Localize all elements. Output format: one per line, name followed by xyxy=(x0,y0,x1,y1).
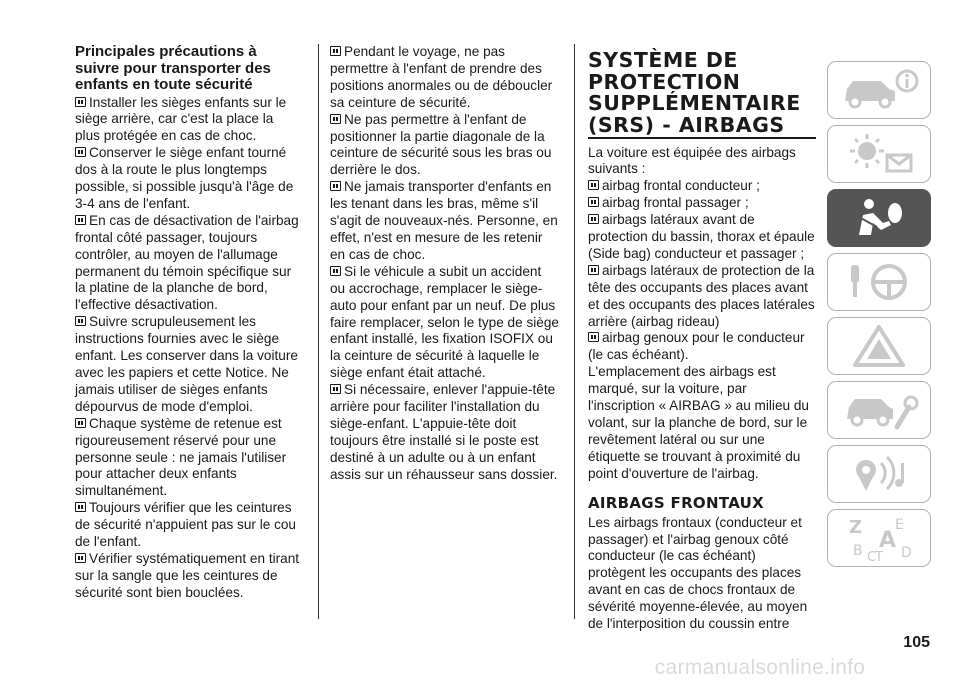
page-number: 105 xyxy=(903,634,930,651)
chapter-title: SYSTÈME DE PROTECTION SUPPLÉMENTAIRE (SRS) - AIRBAGS xyxy=(588,48,801,137)
bullet-item: Conserver le siège enfant tourné dos à la route le plus longtemps possible, si possible jusqu'à l'âge de 3-4 ans de l'enfant. xyxy=(75,145,294,211)
svg-text:E: E xyxy=(895,517,904,533)
right-column xyxy=(588,44,816,633)
bullet-item: Ne jamais transporter d'enfants en les tenant dans les bras, même s'il s'agit de nouveaux-nés. Personne, en effet, n'est en mesure de les retenir en cas de choc. xyxy=(330,179,558,262)
svg-text:C: C xyxy=(867,550,877,563)
warning-triangle-icon xyxy=(837,323,921,369)
bullet-box-icon xyxy=(588,197,599,207)
tab-maintenance[interactable] xyxy=(827,381,931,439)
intro-text: La voiture est équipée des airbags suivants : xyxy=(588,144,796,177)
title-underline xyxy=(588,137,816,139)
bullet-item: Suivre scrupuleusement les instructions fournies avec le siège enfant. Les conserver dans la voiture avec les papiers et cette Notice. Ne jamais utiliser de sièges enfants dépourvus de mode d'emploi. xyxy=(75,314,298,414)
svg-text:A: A xyxy=(879,528,897,553)
bullet-box-icon xyxy=(75,215,86,225)
bullet-item: airbag genoux pour le conducteur (le cas échéant). xyxy=(588,330,805,363)
airbag-location-paragraph: L'emplacement des airbags est marqué, sur la voiture, par l'inscription « AIRBAG » au milieu du volant, sur la planche de bord, sur le revêtement latéral ou sur une étiquette se trouvant à proximité du point d'ouverture de l'airbag. xyxy=(588,364,809,481)
bullet-box-icon xyxy=(330,384,341,394)
svg-text:T: T xyxy=(875,550,883,563)
tab-multimedia[interactable] xyxy=(827,445,931,503)
section-heading-child-safety: Principales précautions à suivre pour transporter des enfants en toute sécurité xyxy=(75,43,271,93)
tab-emergency[interactable] xyxy=(827,317,931,375)
bullet-box-icon xyxy=(330,181,341,191)
tab-starting-driving[interactable] xyxy=(827,253,931,311)
svg-text:B: B xyxy=(853,543,863,559)
bullet-box-icon xyxy=(75,502,86,512)
bullet-item: Installer les sièges enfants sur le siège arrière, car c'est la place la plus protégée en cas de choc. xyxy=(75,94,287,144)
bullet-item: Pendant le voyage, ne pas permettre à l'enfant de prendre des positions anormales ou de déboucler sa ceinture de sécurité. xyxy=(330,44,553,110)
bullet-item: airbag frontal passager ; xyxy=(588,195,816,212)
bullet-item: Ne pas permettre à l'enfant de positionner la partie diagonale de la ceinture de sécurité sous les bras ou derrière le dos. xyxy=(330,111,552,178)
bullet-item: Toujours vérifier que les ceintures de sécurité n'appuient pas sur le cou de l'enfant. xyxy=(75,500,296,550)
bullet-item: Chaque système de retenue est rigoureusement réservé pour une personne seule : ne jamais l'utiliser pour attacher deux enfants simultanément. xyxy=(75,415,287,499)
tab-index[interactable] xyxy=(827,509,931,567)
tab-lights-warnings[interactable] xyxy=(827,125,931,183)
frontal-airbags-paragraph: Les airbags frontaux (conducteur et passager) et l'airbag genoux côté conducteur (le cas échéant) protègent les occupants des places avant en cas de chocs frontaux de sévérité moyenne-élevée, au moyen de l'interposition du coussin entre xyxy=(588,514,808,632)
bullet-item: Si le véhicule a subit un accident ou accrochage, remplacer le siège-auto pour enfant par un neuf. De plus faire remplacer, selon le type de siège enfant installé, les fixation ISOFIX ou la ceinture de sécurité à laquelle le siège enfant était attaché. xyxy=(330,263,559,381)
section-subtitle: AIRBAGS FRONTAUX xyxy=(588,493,764,512)
watermark-footer: carmanualsonline.info xyxy=(654,656,866,679)
column-divider xyxy=(318,44,319,619)
bullet-box-icon xyxy=(75,553,86,563)
bullet-item: Vérifier systématiquement en tirant sur la sangle que les ceintures de sécurité sont bien bouclées. xyxy=(75,550,300,600)
seat-airbag-icon xyxy=(837,195,921,241)
svg-text:Z: Z xyxy=(849,517,863,538)
bullet-box-icon xyxy=(588,332,599,342)
svg-text:D: D xyxy=(901,545,912,561)
tab-car-info[interactable] xyxy=(827,61,931,119)
bullet-box-icon xyxy=(588,180,599,190)
bullet-box-icon xyxy=(75,147,86,157)
bullet-box-icon xyxy=(330,114,341,124)
bullet-box-icon xyxy=(330,266,341,276)
middle-column xyxy=(330,44,560,484)
left-column xyxy=(75,44,300,602)
bullet-item: airbags latéraux de protection de la tête des occupants des places avant et des occupants des places latérales arrière (airbag rideau) xyxy=(588,262,815,329)
bullet-item: airbag frontal conducteur ; xyxy=(588,178,816,195)
bullet-item: Si nécessaire, enlever l'appuie-tête arrière pour faciliter l'installation du siège-enfant. L'appuie-tête doit toujours être installé si le poste est destiné à un adulte ou à un enfant assis sur un réhausseur sans dossier. xyxy=(330,382,558,482)
bullet-box-icon xyxy=(75,316,86,326)
lights-warning-icon xyxy=(837,131,921,177)
car-info-icon xyxy=(837,67,921,113)
tab-safety-airbags[interactable] xyxy=(827,189,931,247)
key-steering-wheel-icon xyxy=(837,259,921,305)
alphabetical-index-icon xyxy=(837,513,921,563)
car-wrench-icon xyxy=(837,387,921,433)
radio-navigation-icon xyxy=(837,451,921,497)
bullet-box-icon xyxy=(330,46,341,56)
column-divider xyxy=(574,44,575,619)
bullet-box-icon xyxy=(75,418,86,428)
bullet-box-icon xyxy=(75,97,86,107)
bullet-item: En cas de désactivation de l'airbag frontal côté passager, toujours contrôler, au moyen de l'allumage permanent du témoin spécifique sur la platine de la planche de bord, l'effective désactivation. xyxy=(75,212,299,313)
bullet-box-icon xyxy=(588,214,599,224)
bullet-box-icon xyxy=(588,265,599,275)
bullet-item: airbags latéraux avant de protection du bassin, thorax et épaule (Side bag) conducteur et passager ; xyxy=(588,212,815,261)
